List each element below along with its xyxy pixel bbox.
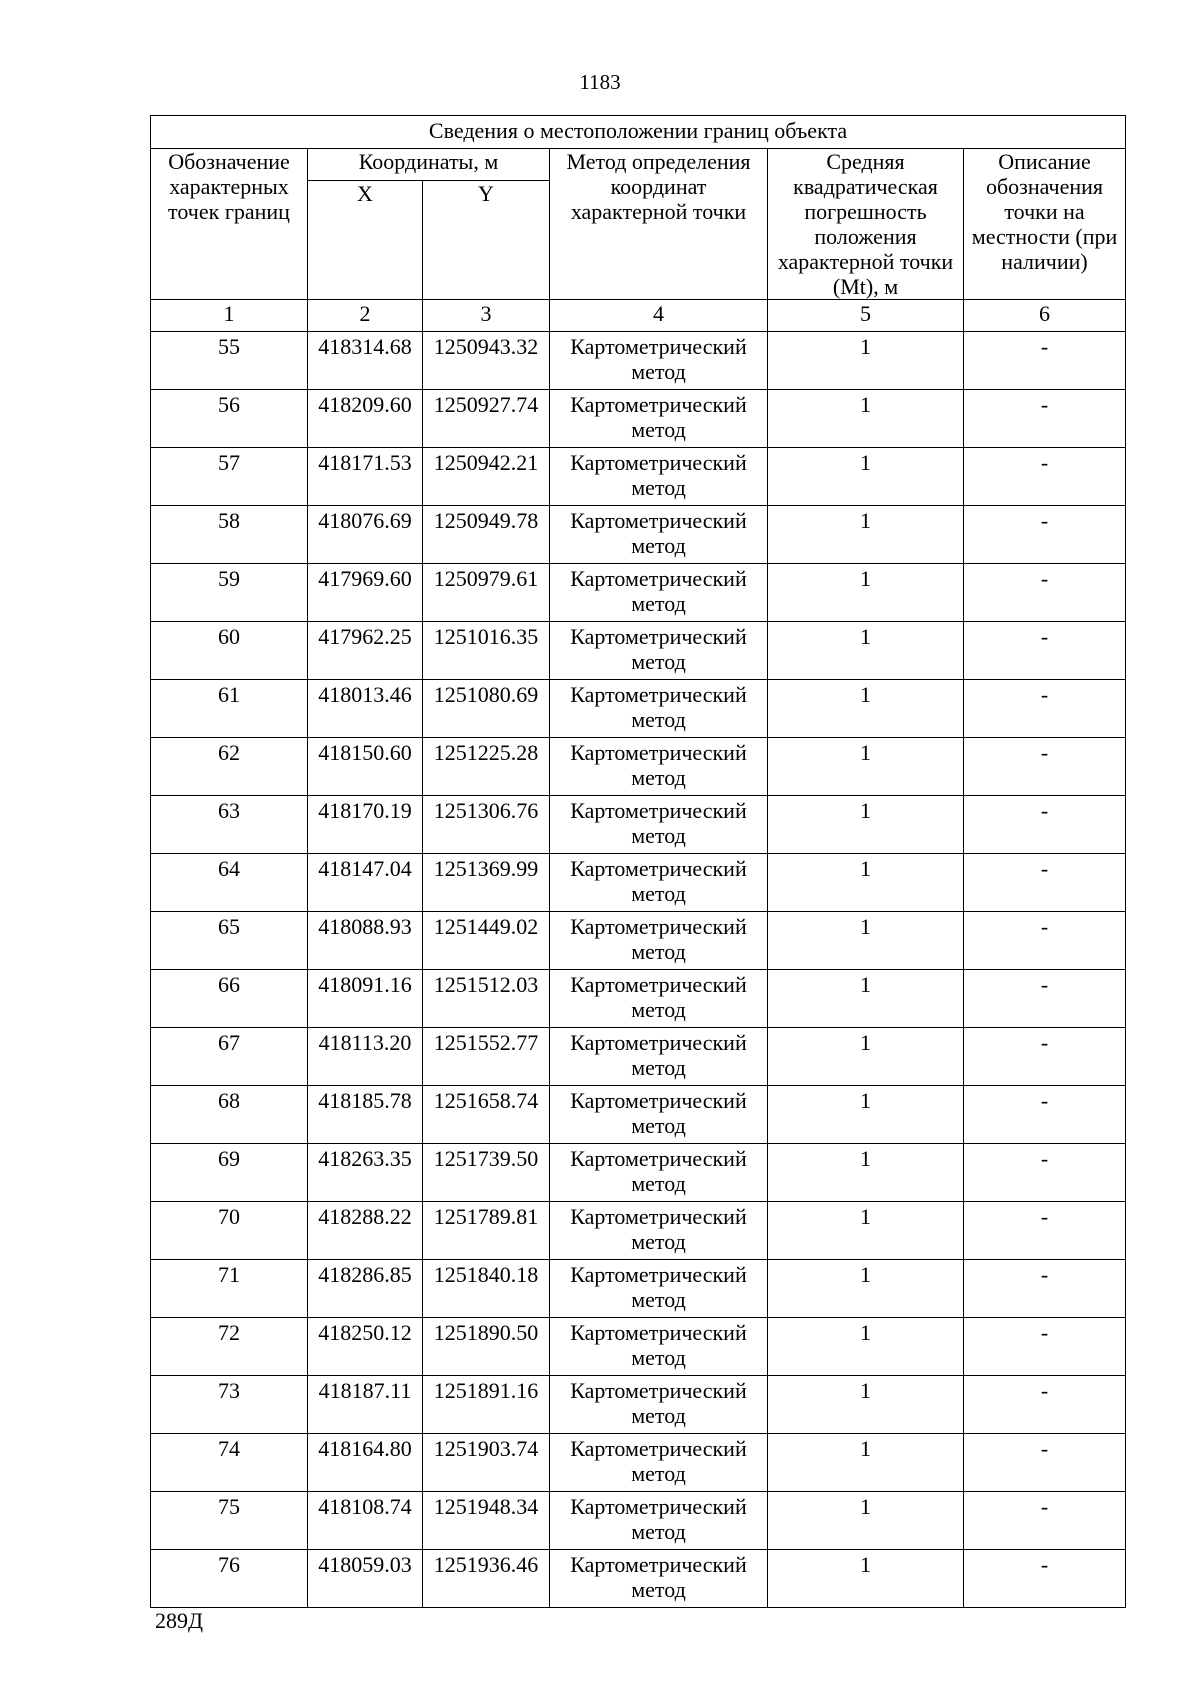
coordinate-x-cell: 418209.60 [308, 390, 423, 448]
description-cell: - [964, 796, 1126, 854]
error-cell: 1 [768, 912, 964, 970]
method-cell: Картометрический метод [550, 448, 768, 506]
table-row [151, 1550, 1126, 1608]
error-cell: 1 [768, 1028, 964, 1086]
error-cell: 1 [768, 1434, 964, 1492]
coordinate-y-cell: 1251225.28 [423, 738, 550, 796]
point-number-cell: 59 [151, 564, 308, 622]
table-body [151, 332, 1126, 1608]
column-number: 4 [550, 300, 768, 332]
table-row [151, 1318, 1126, 1376]
coordinate-y-cell: 1251840.18 [423, 1260, 550, 1318]
coordinate-x-cell: 417969.60 [308, 564, 423, 622]
error-cell: 1 [768, 1260, 964, 1318]
footer-code: 289Д [155, 1608, 204, 1633]
description-cell: - [964, 1492, 1126, 1550]
point-number-cell: 67 [151, 1028, 308, 1086]
error-cell: 1 [768, 970, 964, 1028]
method-cell: Картометрический метод [550, 1550, 768, 1608]
coordinate-y-cell: 1251552.77 [423, 1028, 550, 1086]
table-row [151, 912, 1126, 970]
error-cell: 1 [768, 1086, 964, 1144]
method-cell: Картометрический метод [550, 680, 768, 738]
column-number: 6 [964, 300, 1126, 332]
point-number-cell: 70 [151, 1202, 308, 1260]
error-cell: 1 [768, 854, 964, 912]
table-row [151, 1376, 1126, 1434]
table-row [151, 622, 1126, 680]
coordinate-x-cell: 418164.80 [308, 1434, 423, 1492]
table-row [151, 1492, 1126, 1550]
method-cell: Картометрический метод [550, 1434, 768, 1492]
table-row [151, 1144, 1126, 1202]
coordinate-x-cell: 418250.12 [308, 1318, 423, 1376]
error-cell: 1 [768, 1318, 964, 1376]
coordinate-y-cell: 1250943.32 [423, 332, 550, 390]
coordinate-x-cell: 418059.03 [308, 1550, 423, 1608]
boundary-coordinates-table [150, 115, 1126, 1608]
error-cell: 1 [768, 1144, 964, 1202]
error-cell: 1 [768, 448, 964, 506]
description-cell: - [964, 622, 1126, 680]
header-designation: Обозначение характерных точек границ [151, 149, 308, 300]
coordinate-x-cell: 418171.53 [308, 448, 423, 506]
point-number-cell: 69 [151, 1144, 308, 1202]
method-cell: Картометрический метод [550, 1318, 768, 1376]
coordinate-y-cell: 1251903.74 [423, 1434, 550, 1492]
table-row [151, 390, 1126, 448]
description-cell: - [964, 1318, 1126, 1376]
method-cell: Картометрический метод [550, 390, 768, 448]
error-cell: 1 [768, 1202, 964, 1260]
table-row [151, 680, 1126, 738]
point-number-cell: 63 [151, 796, 308, 854]
point-number-cell: 76 [151, 1550, 308, 1608]
error-cell: 1 [768, 680, 964, 738]
point-number-cell: 56 [151, 390, 308, 448]
description-cell: - [964, 332, 1126, 390]
error-cell: 1 [768, 1492, 964, 1550]
coordinate-y-cell: 1250927.74 [423, 390, 550, 448]
description-cell: - [964, 738, 1126, 796]
point-number-cell: 72 [151, 1318, 308, 1376]
method-cell: Картометрический метод [550, 332, 768, 390]
coordinate-x-cell: 418013.46 [308, 680, 423, 738]
column-number: 5 [768, 300, 964, 332]
coordinate-x-cell: 417962.25 [308, 622, 423, 680]
coordinate-y-cell: 1251306.76 [423, 796, 550, 854]
table-row [151, 1028, 1126, 1086]
table-row [151, 796, 1126, 854]
header-x: X [308, 181, 423, 300]
coordinate-x-cell: 418288.22 [308, 1202, 423, 1260]
method-cell: Картометрический метод [550, 854, 768, 912]
page-number: 1183 [579, 70, 621, 94]
coordinate-y-cell: 1251890.50 [423, 1318, 550, 1376]
method-cell: Картометрический метод [550, 1376, 768, 1434]
method-cell: Картометрический метод [550, 1028, 768, 1086]
method-cell: Картометрический метод [550, 912, 768, 970]
column-number: 2 [308, 300, 423, 332]
description-cell: - [964, 1260, 1126, 1318]
coordinate-x-cell: 418113.20 [308, 1028, 423, 1086]
description-cell: - [964, 564, 1126, 622]
coordinate-x-cell: 418091.16 [308, 970, 423, 1028]
description-cell: - [964, 912, 1126, 970]
coordinate-y-cell: 1250949.78 [423, 506, 550, 564]
coordinate-y-cell: 1250979.61 [423, 564, 550, 622]
coordinate-y-cell: 1251080.69 [423, 680, 550, 738]
point-number-cell: 64 [151, 854, 308, 912]
point-number-cell: 75 [151, 1492, 308, 1550]
table-row [151, 332, 1126, 390]
error-cell: 1 [768, 332, 964, 390]
error-cell: 1 [768, 738, 964, 796]
description-cell: - [964, 1376, 1126, 1434]
column-number: 3 [423, 300, 550, 332]
coordinate-y-cell: 1251948.34 [423, 1492, 550, 1550]
header-coordinates: Координаты, м [308, 149, 550, 181]
description-cell: - [964, 970, 1126, 1028]
description-cell: - [964, 448, 1126, 506]
table-row [151, 854, 1126, 912]
table-row [151, 738, 1126, 796]
description-cell: - [964, 1144, 1126, 1202]
table-row [151, 506, 1126, 564]
coordinate-y-cell: 1251449.02 [423, 912, 550, 970]
table-row [151, 448, 1126, 506]
error-cell: 1 [768, 1376, 964, 1434]
method-cell: Картометрический метод [550, 1492, 768, 1550]
header-description: Описание обозначения точки на местности (при наличии) [964, 149, 1126, 300]
coordinate-y-cell: 1250942.21 [423, 448, 550, 506]
coordinate-x-cell: 418108.74 [308, 1492, 423, 1550]
coordinate-y-cell: 1251369.99 [423, 854, 550, 912]
description-cell: - [964, 1086, 1126, 1144]
coordinate-y-cell: 1251936.46 [423, 1550, 550, 1608]
error-cell: 1 [768, 564, 964, 622]
method-cell: Картометрический метод [550, 1202, 768, 1260]
table-caption: Сведения о местоположении границ объекта [151, 116, 1126, 149]
error-cell: 1 [768, 390, 964, 448]
point-number-cell: 58 [151, 506, 308, 564]
header-error: Средняя квадратическая погрешность положения характерной точки (Mt), м [768, 149, 964, 300]
description-cell: - [964, 1434, 1126, 1492]
point-number-cell: 65 [151, 912, 308, 970]
coordinate-y-cell: 1251789.81 [423, 1202, 550, 1260]
coordinate-x-cell: 418187.11 [308, 1376, 423, 1434]
point-number-cell: 66 [151, 970, 308, 1028]
table-row [151, 1260, 1126, 1318]
table-row [151, 970, 1126, 1028]
method-cell: Картометрический метод [550, 738, 768, 796]
point-number-cell: 55 [151, 332, 308, 390]
coordinate-x-cell: 418286.85 [308, 1260, 423, 1318]
coordinate-x-cell: 418088.93 [308, 912, 423, 970]
description-cell: - [964, 854, 1126, 912]
method-cell: Картометрический метод [550, 796, 768, 854]
description-cell: - [964, 1028, 1126, 1086]
description-cell: - [964, 1202, 1126, 1260]
point-number-cell: 62 [151, 738, 308, 796]
method-cell: Картометрический метод [550, 970, 768, 1028]
point-number-cell: 57 [151, 448, 308, 506]
error-cell: 1 [768, 622, 964, 680]
table-row [151, 1434, 1126, 1492]
coordinate-x-cell: 418150.60 [308, 738, 423, 796]
column-number: 1 [151, 300, 308, 332]
error-cell: 1 [768, 1550, 964, 1608]
coordinate-y-cell: 1251512.03 [423, 970, 550, 1028]
point-number-cell: 61 [151, 680, 308, 738]
description-cell: - [964, 680, 1126, 738]
coordinate-x-cell: 418185.78 [308, 1086, 423, 1144]
method-cell: Картометрический метод [550, 622, 768, 680]
coordinate-x-cell: 418076.69 [308, 506, 423, 564]
coordinate-x-cell: 418170.19 [308, 796, 423, 854]
column-number-row [151, 300, 1126, 332]
point-number-cell: 73 [151, 1376, 308, 1434]
table-row [151, 564, 1126, 622]
method-cell: Картометрический метод [550, 1086, 768, 1144]
error-cell: 1 [768, 506, 964, 564]
table-row [151, 1086, 1126, 1144]
method-cell: Картометрический метод [550, 1144, 768, 1202]
coordinate-y-cell: 1251891.16 [423, 1376, 550, 1434]
header-method: Метод определения координат характерной точки [550, 149, 768, 300]
description-cell: - [964, 390, 1126, 448]
description-cell: - [964, 506, 1126, 564]
coordinate-y-cell: 1251016.35 [423, 622, 550, 680]
table-row [151, 1202, 1126, 1260]
method-cell: Картометрический метод [550, 506, 768, 564]
coordinate-x-cell: 418147.04 [308, 854, 423, 912]
coordinate-y-cell: 1251658.74 [423, 1086, 550, 1144]
method-cell: Картометрический метод [550, 564, 768, 622]
coordinate-x-cell: 418263.35 [308, 1144, 423, 1202]
point-number-cell: 68 [151, 1086, 308, 1144]
point-number-cell: 71 [151, 1260, 308, 1318]
header-y: Y [423, 181, 550, 300]
description-cell: - [964, 1550, 1126, 1608]
point-number-cell: 74 [151, 1434, 308, 1492]
error-cell: 1 [768, 796, 964, 854]
method-cell: Картометрический метод [550, 1260, 768, 1318]
coordinate-x-cell: 418314.68 [308, 332, 423, 390]
coordinate-y-cell: 1251739.50 [423, 1144, 550, 1202]
point-number-cell: 60 [151, 622, 308, 680]
